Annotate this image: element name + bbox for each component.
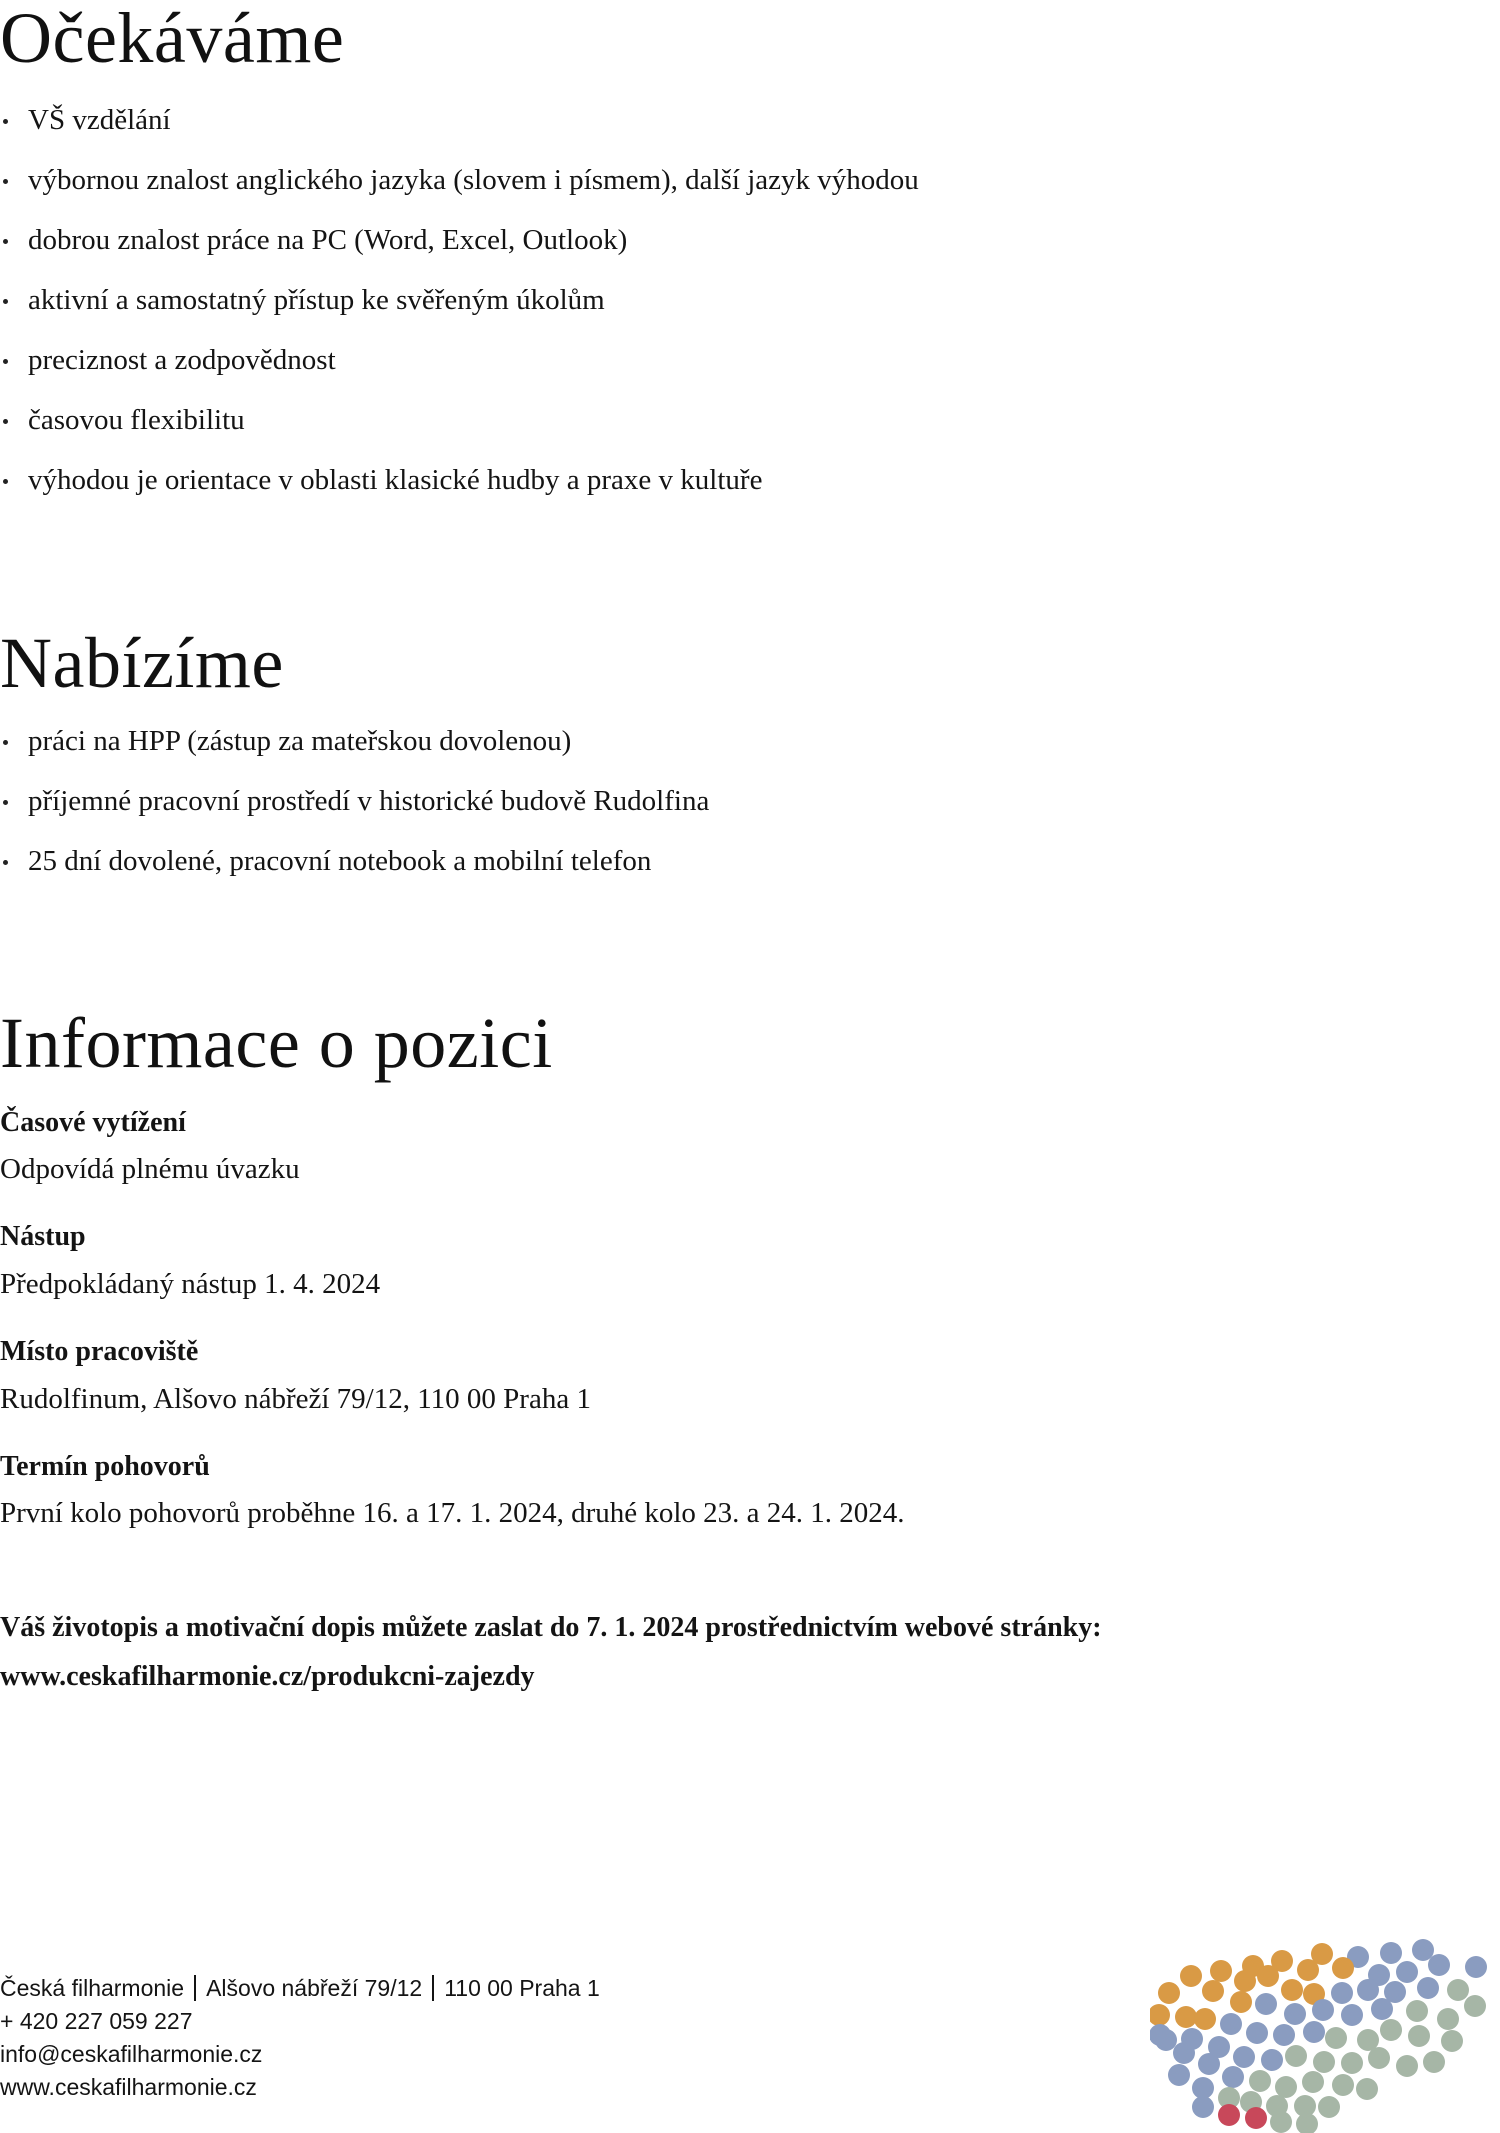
logo-dot (1371, 1998, 1393, 2020)
list-item: aktivní a samostatný přístup ke svěřeným úkolům (0, 280, 919, 340)
logo-dot (1234, 1970, 1256, 1992)
footer-city: 110 00 Praha 1 (444, 1975, 600, 2001)
logo-dot (1368, 2047, 1390, 2069)
czech-philharmonic-dots-logo (1150, 1930, 1500, 2133)
heading-expect: Očekáváme (0, 0, 345, 78)
logo-dot (1406, 2000, 1428, 2022)
logo-dot (1192, 2077, 1214, 2099)
logo-dot (1218, 2104, 1240, 2126)
logo-dot (1428, 1954, 1450, 1976)
logo-dot (1396, 2055, 1418, 2077)
field-label-interviews: Termín pohovorů (0, 1451, 210, 1482)
field-label-workload: Časové vytížení (0, 1107, 186, 1138)
logo-dot (1465, 1956, 1487, 1978)
logo-dot (1332, 1957, 1354, 1979)
logo-dot (1173, 2042, 1195, 2064)
footer-email[interactable]: info@ceskafilharmonie.cz (0, 2041, 263, 2067)
logo-dot (1194, 2008, 1216, 2030)
offer-list (0, 721, 709, 901)
logo-dot (1341, 2004, 1363, 2026)
logo-dot (1325, 2027, 1347, 2049)
logo-dot (1220, 2013, 1242, 2035)
logo-dot (1210, 1960, 1232, 1982)
logo-dot (1417, 1977, 1439, 1999)
logo-dot (1380, 2019, 1402, 2041)
logo-dot (1245, 2107, 1267, 2129)
heading-position: Informace o pozici (0, 1003, 553, 1083)
list-item: časovou flexibilitu (0, 400, 919, 460)
logo-dot (1303, 2021, 1325, 2043)
logo-dot (1192, 2096, 1214, 2118)
list-item: výbornou znalost anglického jazyka (slovem i písmem), další jazyk výhodou (0, 160, 919, 220)
logo-dot (1437, 2008, 1459, 2030)
logo-dot (1331, 1982, 1353, 2004)
logo-dot (1423, 2051, 1445, 2073)
logo-dot (1255, 1993, 1277, 2015)
field-value-workplace: Rudolfinum, Alšovo nábřeží 79/12, 110 00 Praha 1 (0, 1383, 591, 1415)
footer-address-line (0, 1972, 600, 2005)
footer-org: Česká filharmonie (0, 1975, 185, 2001)
list-item: dobrou znalost práce na PC (Word, Excel, Outlook) (0, 220, 919, 280)
logo-dot (1150, 2004, 1170, 2026)
field-label-workplace: Místo pracoviště (0, 1336, 199, 1367)
list-item: příjemné pracovní prostředí v historické budově Rudolfina (0, 781, 709, 841)
logo-dot (1275, 2076, 1297, 2098)
logo-dot (1261, 2049, 1283, 2071)
logo-dot (1202, 1980, 1224, 2002)
logo-dot (1313, 2051, 1335, 2073)
heading-offer: Nabízíme (0, 623, 284, 703)
logo-dot (1158, 1982, 1180, 2004)
footer-separator (194, 1975, 196, 2001)
apply-text: Váš životopis a motivační dopis můžete zaslat do 7. 1. 2024 prostřednictvím webové stránky: (0, 1612, 1102, 1643)
logo-dot (1246, 2022, 1268, 2044)
field-label-start: Nástup (0, 1221, 86, 1252)
logo-dot (1380, 1942, 1402, 1964)
logo-dot (1341, 2052, 1363, 2074)
logo-dot (1175, 2006, 1197, 2028)
logo-dot (1332, 2074, 1354, 2096)
logo-dot (1312, 1999, 1334, 2021)
logo-dot (1284, 2003, 1306, 2025)
list-item: preciznost a zodpovědnost (0, 340, 919, 400)
logo-dot (1396, 1961, 1418, 1983)
logo-dot (1168, 2064, 1190, 2086)
logo-dot (1222, 2066, 1244, 2088)
logo-dot (1302, 2071, 1324, 2093)
logo-dot (1249, 2070, 1271, 2092)
logo-dot (1281, 1979, 1303, 2001)
field-value-workload: Odpovídá plnému úvazku (0, 1153, 300, 1185)
expect-list (0, 100, 919, 520)
logo-dot (1447, 1979, 1469, 2001)
logo-dot (1233, 2046, 1255, 2068)
logo-dot (1297, 1959, 1319, 1981)
list-item: práci na HPP (zástup za mateřskou dovolenou) (0, 721, 709, 781)
logo-dot (1230, 1991, 1252, 2013)
field-value-start: Předpokládaný nástup 1. 4. 2024 (0, 1268, 381, 1300)
logo-dot (1273, 2024, 1295, 2046)
logo-dot (1318, 2096, 1340, 2118)
logo-dot (1180, 1965, 1202, 1987)
field-value-interviews: První kolo pohovorů proběhne 16. a 17. 1. 2024, druhé kolo 23. a 24. 1. 2024. (0, 1497, 905, 1529)
logo-dot (1285, 2045, 1307, 2067)
logo-dot (1464, 1995, 1486, 2017)
footer-web[interactable]: www.ceskafilharmonie.cz (0, 2074, 257, 2100)
list-item: VŠ vzdělání (0, 100, 919, 160)
list-item: 25 dní dovolené, pracovní notebook a mobilní telefon (0, 841, 709, 901)
logo-dot (1296, 2113, 1318, 2133)
logo-dot (1441, 2030, 1463, 2052)
logo-dot (1198, 2053, 1220, 2075)
logo-dot (1408, 2025, 1430, 2047)
logo-dot (1356, 2078, 1378, 2100)
footer-address: Alšovo nábřeží 79/12 (206, 1975, 423, 2001)
list-item: výhodou je orientace v oblasti klasické hudby a praxe v kultuře (0, 460, 919, 520)
logo-dot (1150, 2024, 1171, 2046)
footer-contact (0, 1972, 600, 2104)
footer-phone: + 420 227 059 227 (0, 2008, 193, 2034)
footer-separator (432, 1975, 434, 2001)
apply-url-link[interactable]: www.ceskafilharmonie.cz/produkcni-zajezdy (0, 1661, 535, 1692)
logo-dot (1270, 2111, 1292, 2133)
logo-dot (1357, 1979, 1379, 2001)
logo-dot (1257, 1965, 1279, 1987)
logo-dot (1412, 1939, 1434, 1961)
